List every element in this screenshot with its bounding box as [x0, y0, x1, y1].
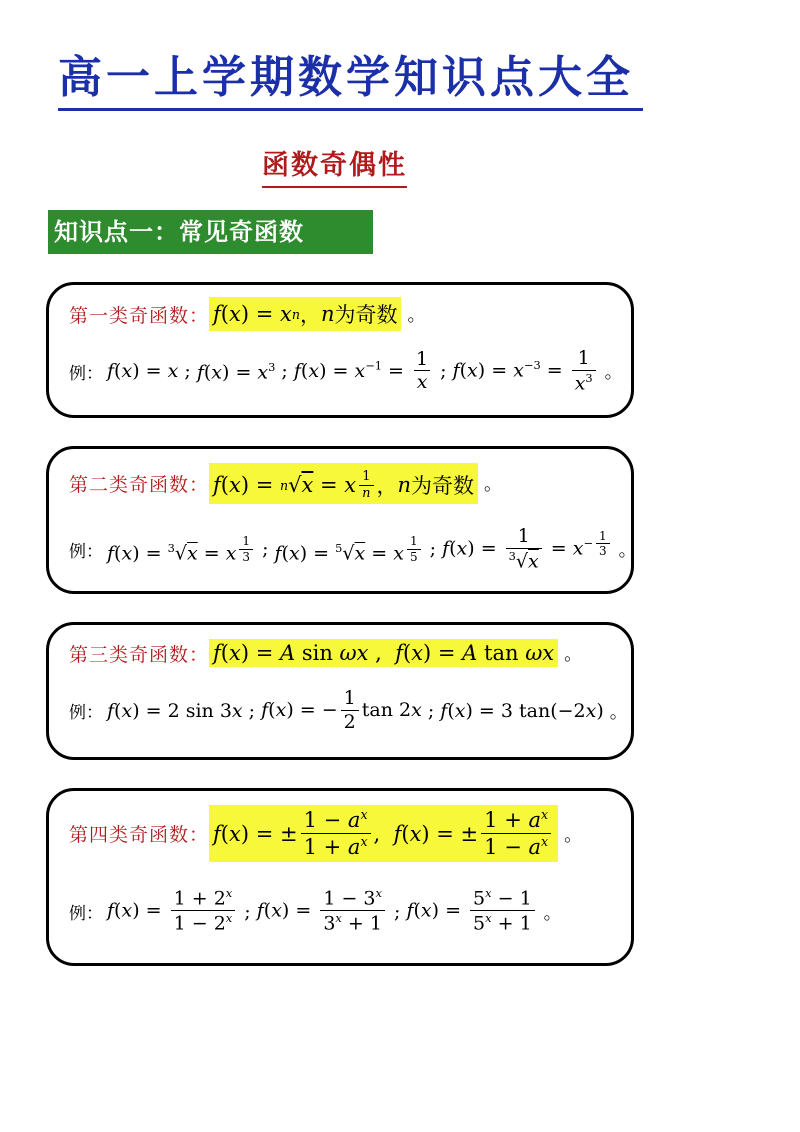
example-2: f(x) = $\frac{1 - 3^x}{3^x + 1}$ — [257, 887, 388, 936]
example-3: $f(x) = x^{-1}$ = $\frac{1}{x}$ — [294, 348, 434, 396]
formula-highlight: f ( x ) = A sin ωx , f ( x ) = A tan ωx — [209, 639, 558, 667]
example-3: f(x) = 3 tan(−2x) — [440, 699, 604, 722]
example-2: f(x) = − $\frac{1}{2}$ tan 2x — [261, 687, 422, 733]
example-1: f(x) = $\frac{1 + 2^x}{1 - 2^x}$ — [107, 887, 238, 936]
formula-highlight: f ( x ) = x n ， n 为奇数 — [209, 297, 401, 331]
formula-highlight: f ( x ) = ± $\frac{1 - a^x}{1 + a^x}$ , f ( x ) = ± $\frac{1 + a^x}{1 - a^x}$ — [209, 805, 558, 862]
odd-function-box-3: 第三类奇函数： f ( x ) = A sin ωx , f ( x ) = A tan ωx 。 例： f(x) = 2 sin 3x ; f(x) = − $\frac{1}{2}$ tan 2x ; f(x) = 3 tan(−2x) 。 — [46, 622, 634, 760]
page-title: 高一上学期数学知识点大全 — [58, 48, 643, 111]
example-3: f(x) = $\frac{5^x - 1}{5^x + 1}$ — [406, 887, 537, 936]
example-label: 例： — [69, 541, 103, 562]
box-label: 第三类奇函数： — [69, 643, 210, 666]
formula-highlight: f ( x ) = n √ x = x $\frac{1}{n}$ ， n 为奇数 — [209, 463, 478, 504]
example-1: f(x) = $^3$√x = x $^{\frac{1}{3}}$ — [107, 534, 256, 565]
box-label: 第四类奇函数： — [69, 824, 210, 847]
example-1: f(x) = x — [107, 360, 179, 383]
example-4: $f(x) = x^{-3}$ = $\frac{1}{x^3}$ — [453, 347, 599, 396]
odd-function-box-2: 第二类奇函数： f ( x ) = n √ x = x $\frac{1}{n}$ ， n 为奇数 。 例： f(x) = $^3$√x = x $^{\frac{1}{3}}$ ; f(x) = $^5$√x = x $^{\frac{1}{5}}$ ; f(x) = $\frac{1}{^3√x}$ = $x^{- \frac{1}{3}}$ 。 — [46, 446, 634, 594]
example-label: 例： — [69, 904, 103, 925]
odd-function-box-4: 第四类奇函数： f ( x ) = ± $\frac{1 - a^x}{1 + a^x}$ , f ( x ) = ± $\frac{1 + a^x}{1 - a^x}$ 。 例： f(x) = $\frac{1 + 2^x}{1 - 2^x}$ ; f(x) = $\frac{1 - 3^x}{3^x + 1}$ ; f(x) = $\frac{5^x - 1}{5^x + 1}$ 。 — [46, 788, 634, 966]
example-2: f(x) = $^5$√x = x $^{\frac{1}{5}}$ — [275, 534, 424, 565]
box-label: 第二类奇函数： — [69, 473, 210, 496]
box-label: 第一类奇函数： — [69, 304, 210, 327]
example-2: $f(x) = x^3$ — [196, 359, 276, 384]
example-label: 例： — [69, 363, 103, 384]
example-label: 例： — [69, 703, 103, 724]
section-heading: 知识点一：常见奇函数 — [48, 210, 373, 254]
example-1: f(x) = 2 sin 3x — [107, 699, 243, 722]
example-3: f(x) = $\frac{1}{^3√x}$ = $x^{- \frac{1}{3}}$ — [442, 525, 613, 574]
odd-function-box-1: 第一类奇函数： f ( x ) = x n ， n 为奇数 。 例： f(x) = x ; $f(x) = x^3$ ; $f(x) = x^{-1}$ = $\frac{1}{x}$ ; $f(x) = x^{-3}$ = $\frac{1}{x^3}$ 。 — [46, 282, 634, 418]
page-subtitle: 函数奇偶性 — [262, 148, 407, 188]
